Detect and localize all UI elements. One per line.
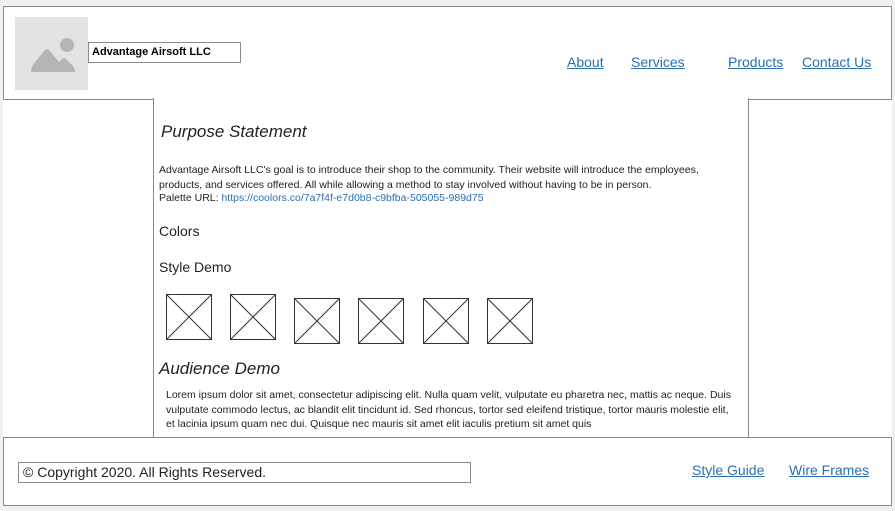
audience-text: Lorem ipsum dolor sit amet, consectetur adipiscing elit. Nulla quam velit, vulputate eu pharetra nec, mattis ac neque. Duis vulputate commodo lectus, ac blandit elit tincidunt id. Sed rhoncus, tortor sed eleifend tristique, tortor mauris molestie elit, et lacinia ipsum quam nec dui. Quisque nec mauris sit amet elit iaculis pretium sit amet quis <box>166 389 731 430</box>
logo[interactable] <box>15 17 88 90</box>
colors-heading: Colors <box>159 223 200 239</box>
image-placeholder-cross-icon <box>358 298 404 344</box>
page <box>3 6 892 506</box>
image-placeholder-cross-icon <box>294 298 340 344</box>
wire-frames-link[interactable]: Wire Frames <box>789 462 870 478</box>
image-placeholder-cross-icon <box>166 294 212 340</box>
image-placeholder-cross-icon <box>423 298 469 344</box>
site-header <box>3 6 892 100</box>
image-placeholder-cross-icon <box>487 298 533 344</box>
site-title: Advantage Airsoft LLC <box>88 42 241 63</box>
nav-products-link[interactable]: Products <box>728 54 784 70</box>
nav-services-link[interactable]: Services <box>631 54 685 70</box>
nav-contact-link[interactable]: Contact Us <box>802 54 872 70</box>
site-footer <box>3 437 892 506</box>
style-demo-heading: Style Demo <box>159 259 232 275</box>
image-placeholder-cross-icon <box>230 294 276 340</box>
purpose-heading: Purpose Statement <box>161 122 307 141</box>
palette-label: Palette URL: <box>159 192 222 204</box>
palette-url-link[interactable]: https://coolors.co/7a7f4f-e7d0b8-c9bfba-505055-989d75 <box>221 192 484 204</box>
main-content <box>153 98 749 438</box>
purpose-text: Advantage Airsoft LLC's goal is to introduce their shop to the community. Their website will introduce the employees, products, and services offered. All while allowing a method to stay involved without having to be in person. <box>159 164 699 191</box>
image-placeholder-icon <box>29 36 75 72</box>
copyright-text: © Copyright 2020. All Rights Reserved. <box>18 462 471 483</box>
nav-about-link[interactable]: About <box>567 54 604 70</box>
palette-line <box>159 192 484 204</box>
audience-heading: Audience Demo <box>159 359 280 378</box>
style-guide-link[interactable]: Style Guide <box>692 462 765 478</box>
